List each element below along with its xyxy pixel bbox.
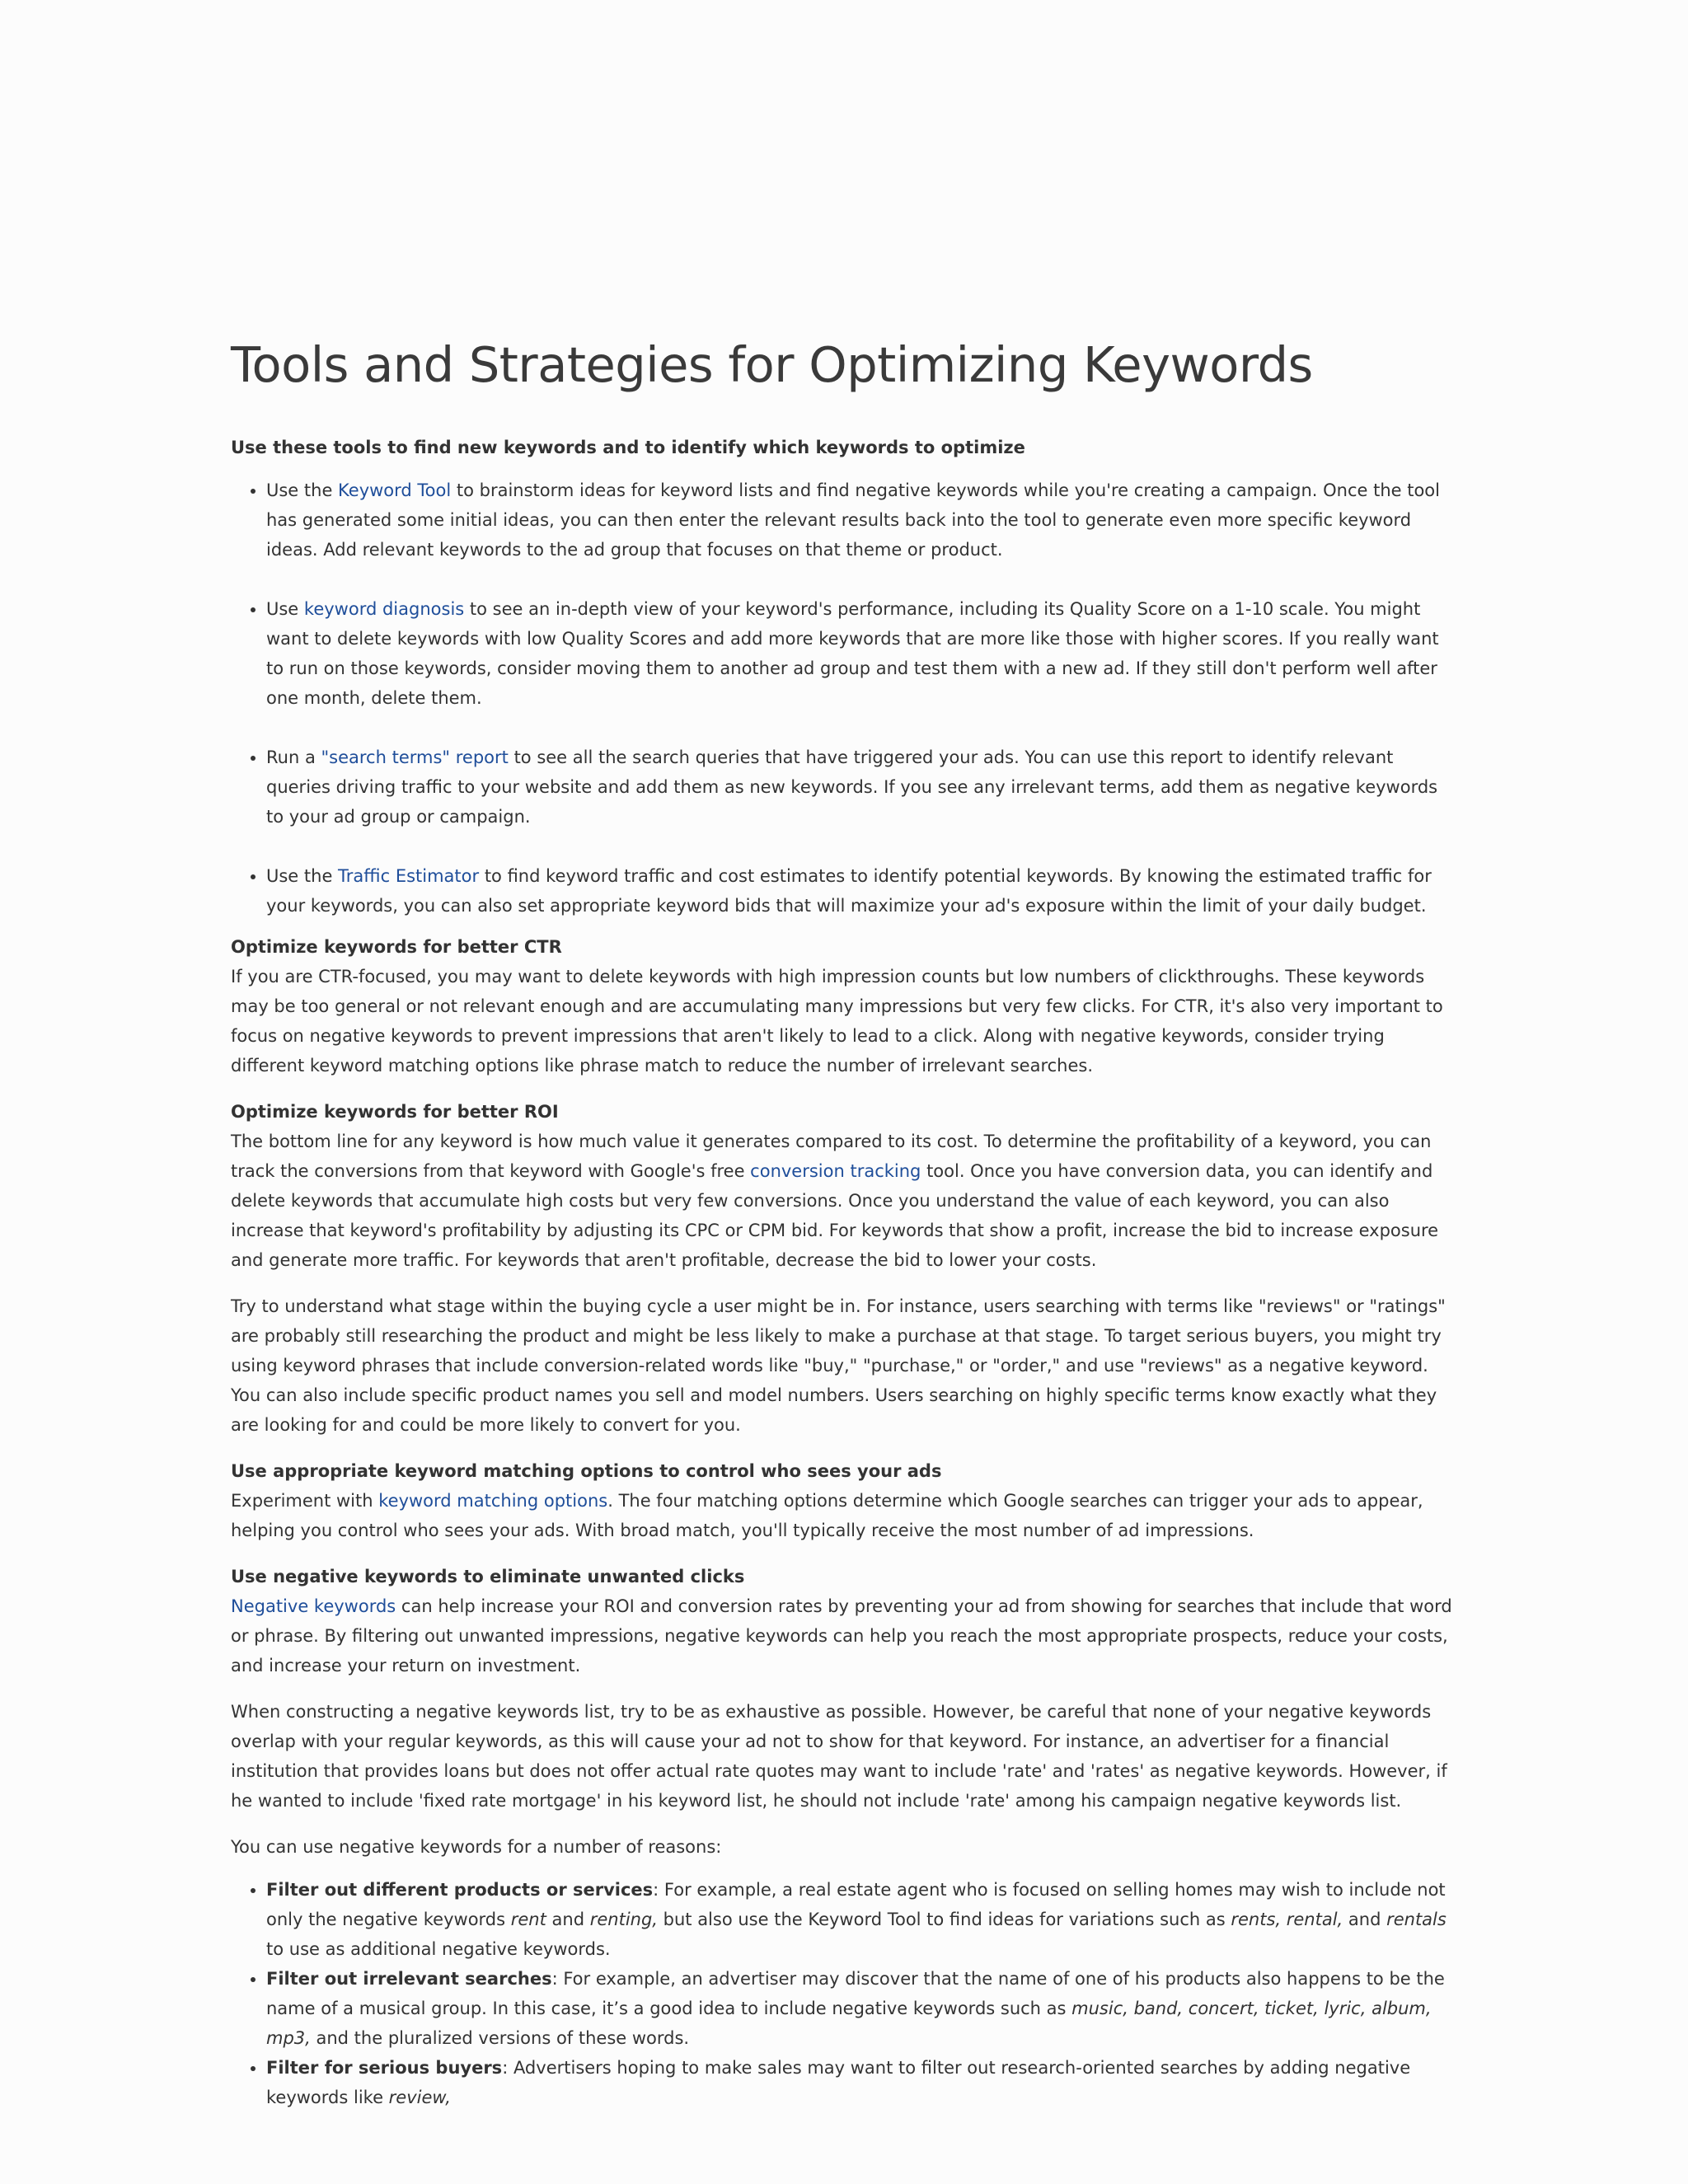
ctr-heading: Optimize keywords for better CTR (231, 937, 562, 957)
page-title: Tools and Strategies for Optimizing Keywords (231, 336, 1313, 393)
keyword-diagnosis-link[interactable]: keyword diagnosis (303, 599, 465, 619)
keyword-matching-options-link[interactable]: keyword matching options (378, 1491, 608, 1511)
negative-section (231, 1562, 1459, 1680)
list-item: • Use keyword diagnosis to see an in-depth view of your keyword's performance, including its Quality Score on a 1-10 scale. You might want to delete keywords with low Quality Scores and add more keywords that are more like those with higher scores. If you really want to run on those keywords, consider moving them to another ad group and test them with a new ad. If they still don't perform well after one month, delete them. (266, 594, 1459, 713)
tools-heading: Use these tools to find new keywords and to identify which keywords to optimize (231, 438, 1025, 457)
roi-heading: Optimize keywords for better ROI (231, 1102, 559, 1122)
list-item: • Run a "search terms" report to see all the search queries that have triggered your ads. You can use this report to identify relevant queries driving traffic to your website and add them as new keywords. If you see any irrelevant terms, add them as negative keywords to your ad group or campaign. (266, 743, 1459, 832)
list-item: • Filter out different products or services: For example, a real estate agent who is focused on selling homes may wish to include not only the negative keywords rent and renting, but also use the Keyword Tool to find ideas for variations such as rents, rental, and rentals to use as additional negative keywords. (266, 1875, 1459, 1964)
negative-list-body: When constructing a negative keywords list, try to be as exhaustive as possible. However, be careful that none of your negative keywords overlap with your regular keywords, as this will cause your ad not to show for that keyword. For instance, an advertiser for a financial institution that provides loans but does not offer actual rate quotes may want to include 'rate' and 'rates' as negative keywords. However, if he wanted to include 'fixed rate mortgage' in his keyword list, he should not include 'rate' among his campaign negative keywords list. (231, 1702, 1447, 1811)
conversion-tracking-link[interactable]: conversion tracking (750, 1161, 921, 1181)
roi-section (231, 1097, 1459, 1275)
negative-keywords-link[interactable]: Negative keywords (231, 1596, 396, 1616)
matching-heading: Use appropriate keyword matching options to control who sees your ads (231, 1461, 942, 1481)
search-terms-report-link[interactable]: "search terms" report (321, 748, 509, 767)
list-item: • Filter out irrelevant searches: For example, an advertiser may discover that the name of one of his products also happens to be the name of a musical group. In this case, it’s a good idea to include negative keywords such as music, band, concert, ticket, lyric, album, mp3, and the pluralized versions of these words. (266, 1964, 1459, 2053)
reasons-list (231, 1875, 1459, 2112)
buying-cycle-section (231, 1291, 1459, 1440)
matching-section (231, 1456, 1459, 1545)
ctr-section (231, 932, 1459, 1080)
negative-body: Negative keywords can help increase your ROI and conversion rates by preventing your ad from showing for searches that include that word or phrase. By filtering out unwanted impressions, negative keywords can help you reach the most appropriate prospects, reduce your costs, and increase your return on investment. (231, 1596, 1452, 1675)
roi-body: The bottom line for any keyword is how much value it generates compared to its cost. To determine the profitability of a keyword, you can track the conversions from that keyword with Google's free conversion tracking tool. Once you have conversion data, you can identify and delete keywords that accumulate high costs but very few conversions. Once you understand the value of each keyword, you can also increase that keyword's profitability by adjusting its CPC or CPM bid. For keywords that show a profit, increase the bid to increase exposure and generate more traffic. For keywords that aren't profitable, decrease the bid to lower your costs. (231, 1132, 1439, 1270)
tools-section (231, 433, 1459, 921)
traffic-estimator-link[interactable]: Traffic Estimator (338, 866, 480, 886)
list-item: • Use the Traffic Estimator to find keyword traffic and cost estimates to identify potential keywords. By knowing the estimated traffic for your keywords, you can also set appropriate keyword bids that will maximize your ad's exposure within the limit of your daily budget. (266, 861, 1459, 921)
matching-body: Experiment with keyword matching options. The four matching options determine which Google searches can trigger your ads to appear, helping you control who sees your ads. With broad match, you'll typically receive the most number of ad impressions. (231, 1491, 1423, 1540)
buying-cycle-body: Try to understand what stage within the buying cycle a user might be in. For instance, users searching with terms like "reviews" or "ratings" are probably still researching the product and might be less likely to make a purchase at that stage. To target serious buyers, you might try using keyword phrases that include conversion-related words like "buy," "purchase," or "order," and use "reviews" as a negative keyword. You can also include specific product names you sell and model numbers. Users searching on highly specific terms know exactly what they are looking for and could be more likely to convert for you. (231, 1296, 1446, 1435)
keyword-tool-link[interactable]: Keyword Tool (338, 480, 452, 500)
negative-heading: Use negative keywords to eliminate unwanted clicks (231, 1567, 745, 1586)
negative-list-section (231, 1697, 1459, 1816)
reasons-intro: You can use negative keywords for a number of reasons: (231, 1837, 722, 1857)
tools-list (231, 476, 1459, 921)
document-page (231, 334, 1459, 2112)
ctr-body: If you are CTR-focused, you may want to delete keywords with high impression counts but low numbers of clickthroughs. These keywords may be too general or not relevant enough and are accumulating many impressions but very few clicks. For CTR, it's also very important to focus on negative keywords to prevent impressions that aren't likely to lead to a click. Along with negative keywords, consider trying different keyword matching options like phrase match to reduce the number of irrelevant searches. (231, 967, 1443, 1076)
list-item: • Filter for serious buyers: Advertisers hoping to make sales may want to filter out research-oriented searches by adding negative keywords like review, (266, 2053, 1459, 2112)
reasons-section (231, 1832, 1459, 2112)
list-item: • Use the Keyword Tool to brainstorm ideas for keyword lists and find negative keywords while you're creating a campaign. Once the tool has generated some initial ideas, you can then enter the relevant results back into the tool to generate even more specific keyword ideas. Add relevant keywords to the ad group that focuses on that theme or product. (266, 476, 1459, 565)
